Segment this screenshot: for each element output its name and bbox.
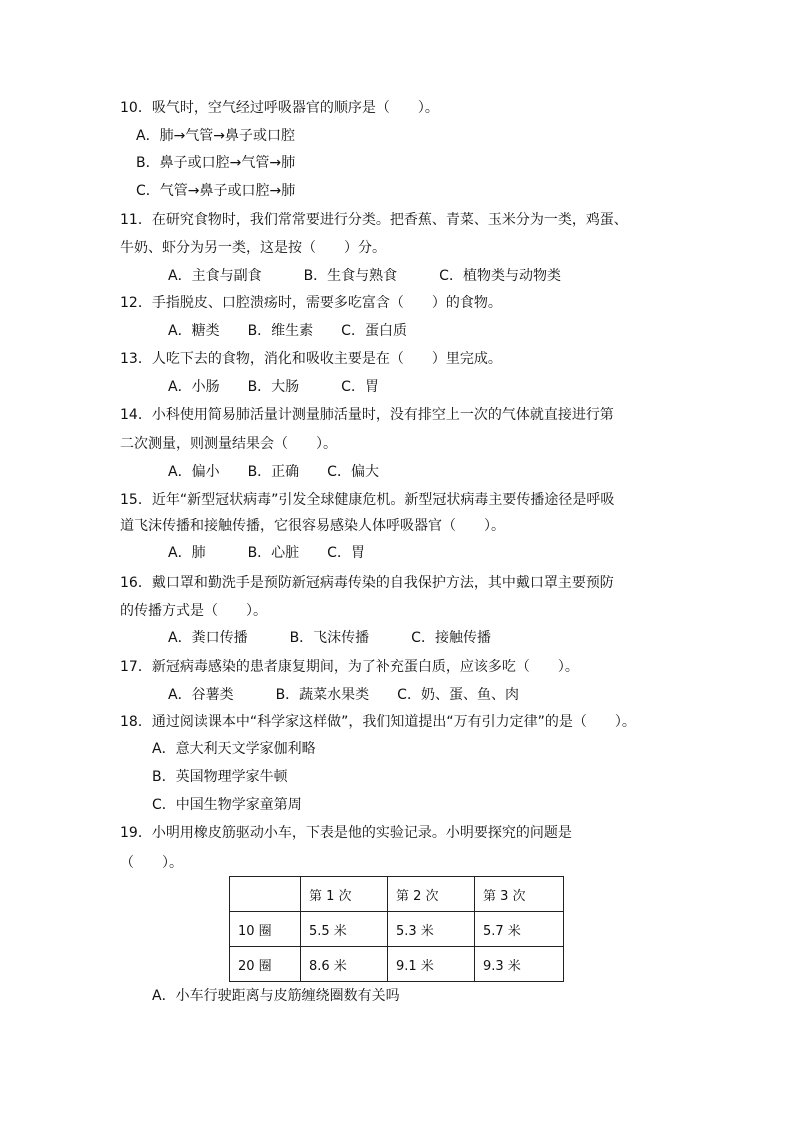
question-13: 13．人吃下去的食物，消化和吸收主要是在（ ）里完成。 [120, 351, 502, 367]
q13-options: A．小肠 B．大肠 C．胃 [168, 379, 379, 395]
question-17: 17．新冠病毒感染的患者康复期间，为了补充蛋白质，应该多吃（ ）。 [120, 659, 579, 675]
q16-options: A．粪口传播 B．飞沫传播 C．接触传播 [168, 630, 491, 646]
table-header-cell: 第 1 次 [301, 877, 388, 912]
table-header-cell: 第 3 次 [475, 877, 564, 912]
q10-option-c: C．气管→鼻子或口腔→肺 [136, 183, 296, 199]
question-10: 10．吸气时，空气经过呼吸器官的顺序是（ ）。 [120, 100, 439, 116]
q17-options: A．谷薯类 B．蔬菜水果类 C．奶、蛋、鱼、肉 [168, 687, 519, 703]
table-row [230, 947, 564, 982]
question-19-cont: （ ）。 [120, 855, 183, 871]
q19-option-a: A．小车行驶距离与皮筋缠绕圈数有关吗 [152, 988, 400, 1004]
table-header-row [230, 877, 564, 912]
q15-options: A．肺 B．心脏 C．胃 [168, 545, 365, 561]
q18-option-a: A．意大利天文学家伽利略 [152, 741, 316, 757]
question-15-cont: 道飞沫传播和接触传播，它很容易感染人体呼吸器官（ ）。 [120, 518, 505, 534]
q11-options: A．主食与副食 B．生食与熟食 C．植物类与动物类 [168, 268, 561, 284]
q18-option-b: B．英国物理学家牛顿 [152, 769, 288, 785]
table-cell: 9.3 米 [475, 947, 564, 982]
question-11-cont: 牛奶、虾分为另一类，这是按（ ）分。 [120, 240, 386, 256]
q10-option-b: B．鼻子或口腔→气管→肺 [136, 155, 296, 171]
table-cell: 9.1 米 [388, 947, 475, 982]
question-15: 15．近年“新型冠状病毒”引发全球健康危机。新型冠状病毒主要传播途径是呼吸 [120, 492, 615, 508]
q14-options: A．偏小 B．正确 C．偏大 [168, 464, 379, 480]
question-14-cont: 二次测量，则测量结果会（ ）。 [120, 436, 337, 452]
question-16: 16．戴口罩和勤洗手是预防新冠病毒传染的自我保护方法，其中戴口罩主要预防 [120, 575, 614, 591]
table-row-label: 10 圈 [230, 912, 301, 947]
experiment-record-table [229, 876, 564, 982]
question-12: 12．手指脱皮、口腔溃疡时，需要多吃富含（ ）的食物。 [120, 295, 502, 311]
table-row-label: 20 圈 [230, 947, 301, 982]
table-cell: 8.6 米 [301, 947, 388, 982]
q10-option-a: A．肺→气管→鼻子或口腔 [136, 128, 296, 144]
q12-options: A．糖类 B．维生素 C．蛋白质 [168, 323, 407, 339]
question-16-cont: 的传播方式是（ ）。 [120, 603, 267, 619]
table-cell: 5.3 米 [388, 912, 475, 947]
q18-option-c: C．中国生物学家童第周 [152, 797, 302, 813]
question-18: 18．通过阅读课本中“科学家这样做”，我们知道提出“万有引力定律”的是（ ）。 [120, 714, 636, 730]
table-header-cell: 第 2 次 [388, 877, 475, 912]
table-cell: 5.5 米 [301, 912, 388, 947]
table-cell [230, 877, 301, 912]
table-cell: 5.7 米 [475, 912, 564, 947]
question-11: 11．在研究食物时，我们常常要进行分类。把香蕉、青菜、玉米分为一类，鸡蛋、 [120, 212, 628, 228]
table-row [230, 912, 564, 947]
question-14: 14．小科使用简易肺活量计测量肺活量时，没有排空上一次的气体就直接进行第 [120, 407, 614, 423]
question-19: 19．小明用橡皮筋驱动小车，下表是他的实验记录。小明要探究的问题是 [120, 825, 572, 841]
